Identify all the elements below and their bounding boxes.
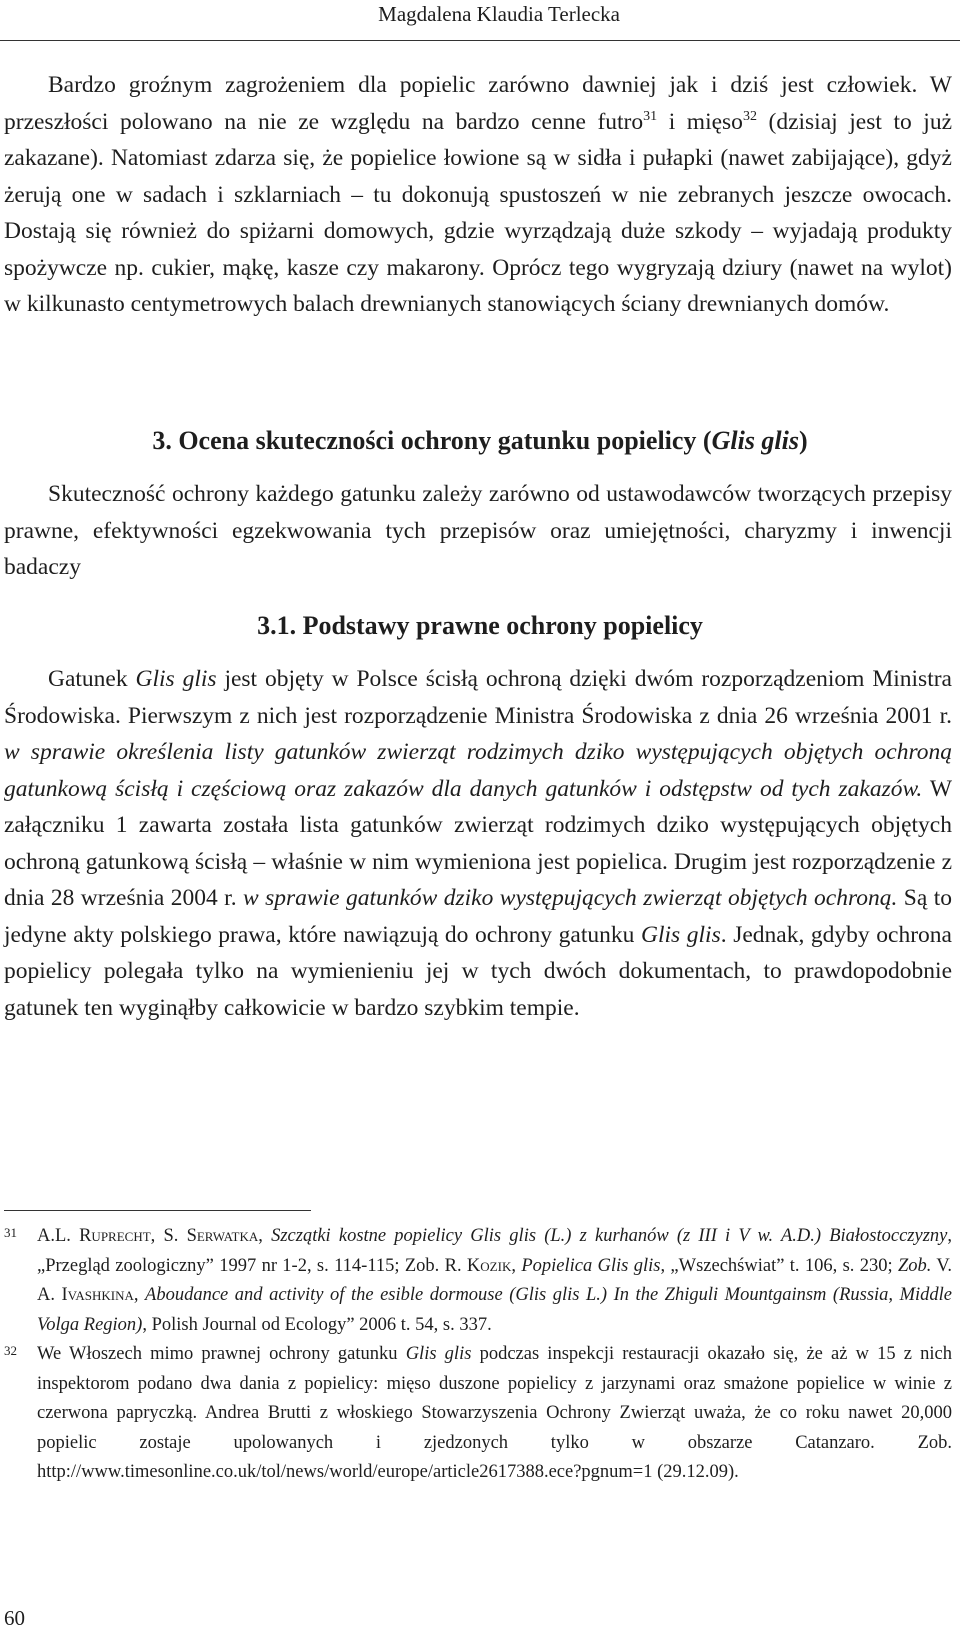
section-heading-3: 3. Ocena skuteczności ochrony gatunku popielicy (Glis glis) — [152, 426, 808, 455]
footnote-32: 32 We Włoszech mimo prawnej ochrony gatunku Glis glis podczas inspekcji restauracji okazało się, że aż w 15 z nich inspektorom podano dwa dania z popielicy: mięso duszone popielicy z jarzynami oraz smażone popielice w winie z czerwona papryczką. Andrea Brutti z włoskiego Stowarzyszenia Ochrony Zwierząt uważa, że co roku nawet 20,000 popielic zostaje upolowanych i zjedzonych tylko w obszarze Catanzaro. Zob. http://www.timesonline.co.uk/tol/news/world/europe/article2617388.ece?pgnum=1 (29.12.09). — [4, 1340, 952, 1488]
para-text: (dzisiaj jest to już zakazane). Natomiast zdarza się, że popielice łowione są w sidła i pułapki (nawet zabijające), gdyż żerują one w sadach i szklarniach – tu dokonują spustoszeń w nie zebranych jeszcze owocach. Dostają się również do spiżarni domowych, gdzie wyrządzają duże szkody – wyjadają produkty spożywcze np. cukier, mąkę, kasze czy makarony. Oprócz tego wygryzają dziury (nawet na wylot) w kilkunasto centymetrowych balach drewnianych stanowiących ściany drewnianych domów. — [4, 108, 952, 317]
footnote-ref-32[interactable]: 32 — [742, 108, 757, 124]
footnote-number: 32 — [4, 1343, 17, 1358]
footnote-31: 31 A.L. Ruprecht, S. Serwatka, Szczątki kostne popielicy Glis glis (L.) z kurhanów (z III i V w. A.D.) Białostocczyzny, „Przegląd zoologiczny” 1997 nr 1-2, s. 114-115; Zob. R. Kozik, Popielica Glis glis, „Wszechświat” t. 106, s. 230; Zob. V. A. Ivashkina, Aboudance and activity of the esible dormouse (Glis glis L.) In the Zhiguli Mountgainsm (Russia, Middle Volga Region), Polish Journal od Ecology” 2006 t. 54, s. 337. — [4, 1222, 952, 1340]
regulation-title: w sprawie gatunków dziko występujących zwierząt objętych ochroną. — [243, 885, 898, 911]
running-header — [0, 0, 960, 41]
header-author: Magdalena Klaudia Terlecka — [378, 2, 620, 26]
footnote-number: 31 — [4, 1225, 17, 1240]
section-heading-3-1: 3.1. Podstawy prawne ochrony popielicy — [257, 611, 703, 640]
footnotes — [4, 1222, 952, 1488]
species-name: Glis glis — [135, 666, 217, 692]
paragraph-threats — [4, 67, 952, 323]
species-name: Glis glis — [640, 921, 721, 948]
para-text: Bardzo groźnym zagrożeniem dla popielic zarówno dawniej jak i dziś jest człowiek. W przeszłości polowano na nie ze względu na bardzo cenne futro — [4, 72, 952, 135]
regulation-title: w sprawie określenia listy gatunków zwierząt rodzimych dziko występujących objętych ochroną gatunkową ścisłą i częściową oraz zakazów dla danych gatunków i odstępstw od tych zakazów. — [4, 739, 952, 802]
paragraph-legal-basis: Gatunek Glis glis jest objęty w Polsce ścisłą ochroną dzięki dwóm rozporządzeniom Ministra Środowiska. Pierwszym z nich jest rozporządzenie Ministra Środowiska z dnia 26 września 2001 r. w sprawie określenia listy gatunków zwierząt rodzimych dziko występujących objętych ochroną gatunkową ścisłą i częściową oraz zakazów dla danych gatunków i odstępstw od tych zakazów. W załączniku 1 zawarta została lista gatunków zwierząt rodzimych dziko występujących objętych ochroną gatunkową ścisłą – właśnie w nim wymieniona jest popielica. Drugim jest rozporządzenie z dnia 28 września 2004 r. w sprawie gatunków dziko występujących zwierząt objętych ochroną. Są to jedyne akty polskiego prawa, które nawiązują do ochrony gatunku Glis glis. Jednak, gdyby ochrona popielicy polegała tylko na wymienieniu jej w tych dwóch dokumentach, to prawdopodobnie gatunek ten wyginąłby całkowicie w bardzo szybkim tempie. — [4, 666, 952, 1021]
footnote-divider — [4, 1210, 311, 1211]
species-name: Glis glis — [711, 426, 800, 455]
paragraph-effectiveness: Skuteczność ochrony każdego gatunku zależy zarówno od ustawodawców tworzących przepisy prawne, efektywności egzekwowania tych przepisów oraz umiejętności, charyzmy i inwencji badaczy — [4, 481, 952, 580]
page-number: 60 — [4, 1606, 25, 1630]
footnote-ref-31[interactable]: 31 — [643, 108, 658, 124]
para-text: i mięso — [657, 108, 743, 135]
